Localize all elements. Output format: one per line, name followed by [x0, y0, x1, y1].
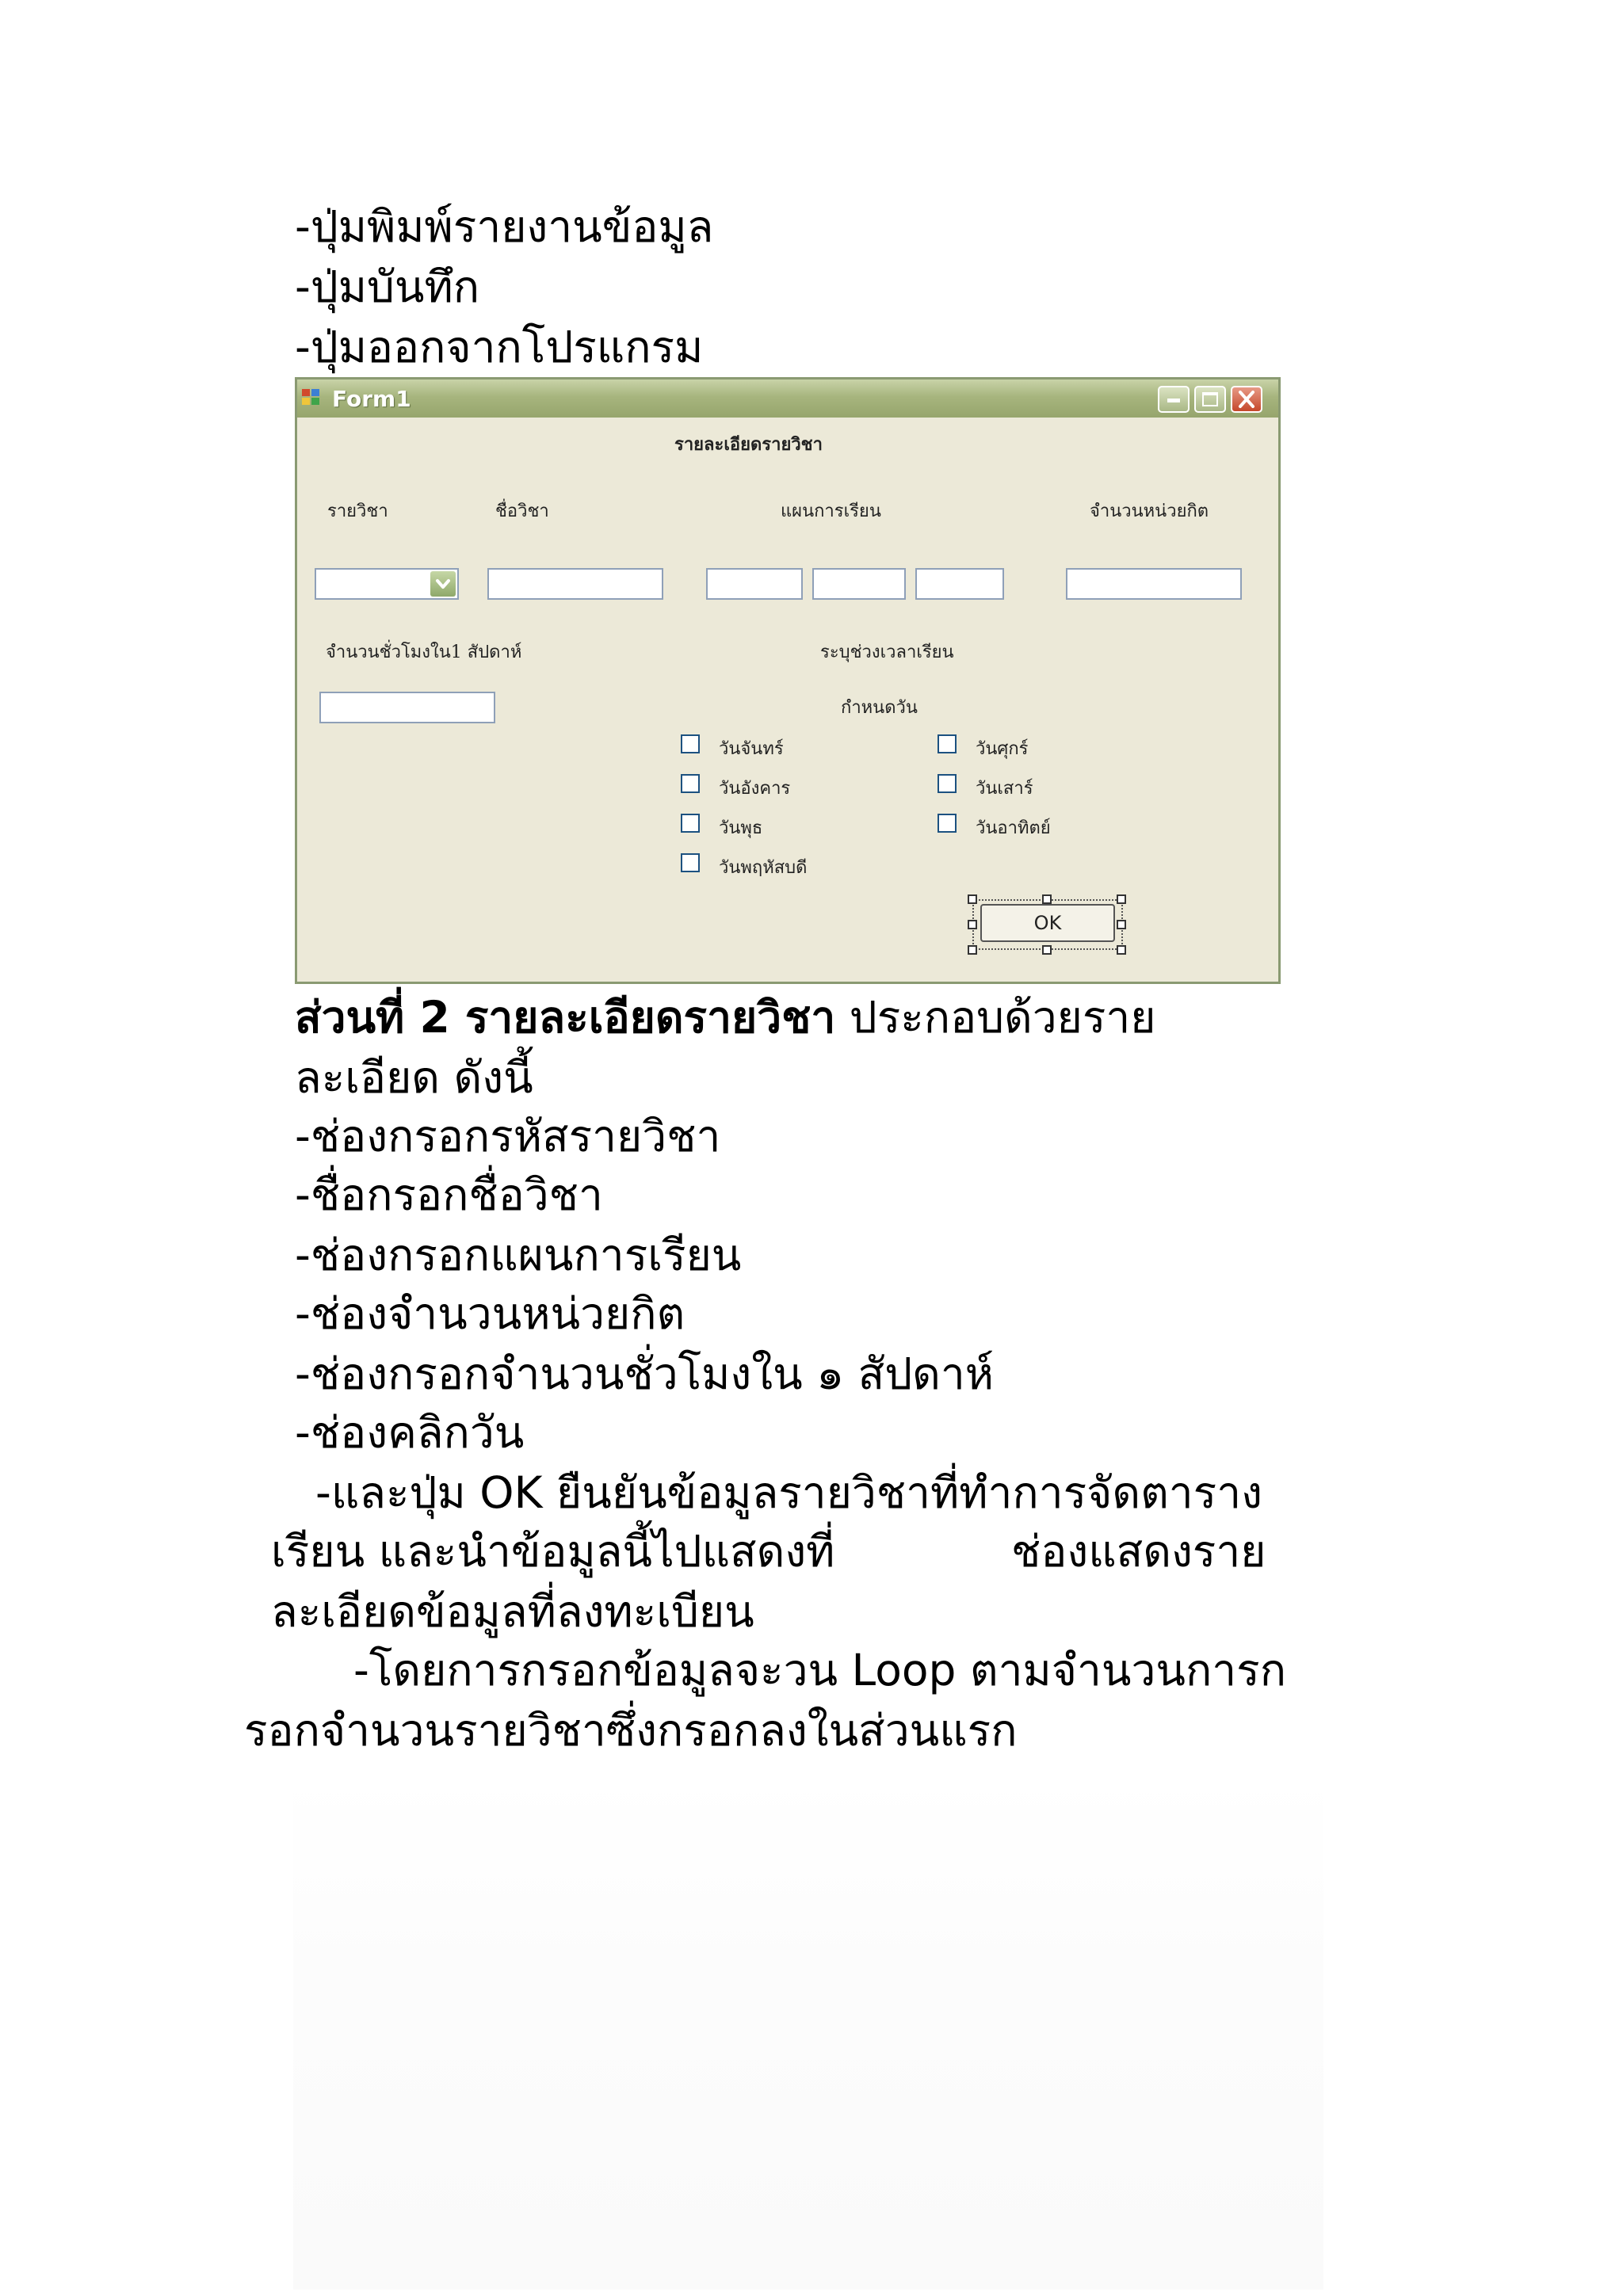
form-window [295, 377, 1281, 984]
app-icon [302, 389, 323, 406]
form-heading: รายละเอียดรายวิชา [674, 434, 823, 455]
subject-name-label: ชื่อวิชา [495, 502, 549, 521]
combo-dropdown-button[interactable] [430, 571, 456, 597]
bullet-item: -ช่องกรอกจำนวนชั่วโมงใน ๑ สัปดาห์ [295, 1348, 994, 1399]
subject-code-combo[interactable] [315, 568, 459, 600]
doc-line: -ปุ่มบันทึก [295, 261, 480, 312]
study-plan-label: แผนการเรียน [781, 502, 881, 521]
day-label: วันจันทร์ [719, 739, 784, 759]
day-label: วันอังคาร [719, 779, 791, 799]
paragraph-line: เรียน และนำข้อมูลนี้ไปแสดงที่ [271, 1526, 835, 1577]
window-titlebar[interactable] [297, 379, 1278, 418]
resize-handle[interactable] [968, 920, 977, 929]
section-heading: ส่วนที่ 2 รายละเอียดรายวิชา [295, 992, 836, 1043]
day-label: วันเสาร์ [976, 779, 1033, 799]
bullet-item: -ชื่อกรอกชื่อวิชา [295, 1169, 603, 1220]
checkbox-wednesday[interactable] [681, 814, 700, 833]
bullet-item: -ช่องกรอกรหัสรายวิชา [295, 1111, 721, 1161]
close-icon [1232, 387, 1261, 411]
resize-handle[interactable] [1117, 945, 1126, 955]
minimize-icon [1167, 399, 1180, 402]
paragraph-line: -และปุ่ม OK ยืนยันข้อมูลรายวิชาที่ทำการจัดตาราง [315, 1467, 1262, 1518]
set-day-label: กำหนดวัน [841, 698, 918, 718]
resize-handle[interactable] [968, 894, 977, 904]
subject-name-input[interactable] [487, 568, 663, 600]
doc-line: ละเอียด ดังนี้ [295, 1052, 533, 1103]
resize-handle[interactable] [1117, 920, 1126, 929]
day-label: วันศุกร์ [976, 739, 1029, 759]
checkbox-thursday[interactable] [681, 853, 700, 872]
subject-code-label: รายวิชา [327, 502, 388, 521]
page-shade [293, 1775, 1323, 2290]
paragraph-line: ละเอียดข้อมูลที่ลงทะเบียน [271, 1586, 754, 1637]
paragraph-line: ช่องแสดงราย [1011, 1526, 1266, 1577]
day-label: วันอาทิตย์ [976, 818, 1051, 838]
checkbox-sunday[interactable] [938, 814, 957, 833]
form-body [297, 418, 1278, 982]
paragraph-line: รอกจำนวนรายวิชาซึ่งกรอกลงในส่วนแรก [244, 1705, 1018, 1756]
credits-input[interactable] [1066, 568, 1242, 600]
resize-handle[interactable] [1042, 894, 1052, 904]
close-button[interactable] [1231, 386, 1262, 413]
resize-handle[interactable] [1042, 945, 1052, 955]
resize-handle[interactable] [968, 945, 977, 955]
minimize-button[interactable] [1158, 386, 1190, 413]
resize-handle[interactable] [1117, 894, 1126, 904]
maximize-icon [1202, 392, 1218, 406]
study-plan-input-1[interactable] [706, 568, 803, 600]
study-plan-input-2[interactable] [812, 568, 906, 600]
bullet-item: -ช่องกรอกแผนการเรียน [295, 1230, 742, 1280]
maximize-button[interactable] [1194, 386, 1226, 413]
checkbox-friday[interactable] [938, 734, 957, 753]
section-intro: ประกอบด้วยราย [835, 992, 1156, 1043]
checkbox-saturday[interactable] [938, 774, 957, 793]
hours-per-week-label: จำนวนชั่วโมงใน1 สัปดาห์ [326, 643, 522, 662]
ok-button[interactable]: OK [980, 904, 1115, 942]
time-slot-label: ระบุช่วงเวลาเรียน [820, 643, 954, 662]
checkbox-tuesday[interactable] [681, 774, 700, 793]
bullet-item: -ช่องจำนวนหน่วยกิต [295, 1288, 685, 1339]
doc-line: -ปุ่มพิมพ์รายงานข้อมูล [295, 201, 714, 252]
chevron-down-icon [430, 571, 456, 597]
bullet-item: -ช่องคลิกวัน [295, 1407, 525, 1458]
paragraph-line: -โดยการกรอกข้อมูลจะวน Loop ตามจำนวนการก [353, 1645, 1286, 1695]
credits-label: จำนวนหน่วยกิต [1090, 502, 1209, 521]
section-heading-line [295, 990, 1156, 1044]
checkbox-monday[interactable] [681, 734, 700, 753]
day-label: วันพุธ [719, 818, 763, 838]
window-title: Form1 [332, 386, 411, 412]
hours-per-week-input[interactable] [319, 692, 495, 723]
day-label: วันพฤหัสบดี [719, 858, 808, 878]
doc-line: -ปุ่มออกจากโปรแกรม [295, 322, 704, 372]
study-plan-input-3[interactable] [915, 568, 1004, 600]
